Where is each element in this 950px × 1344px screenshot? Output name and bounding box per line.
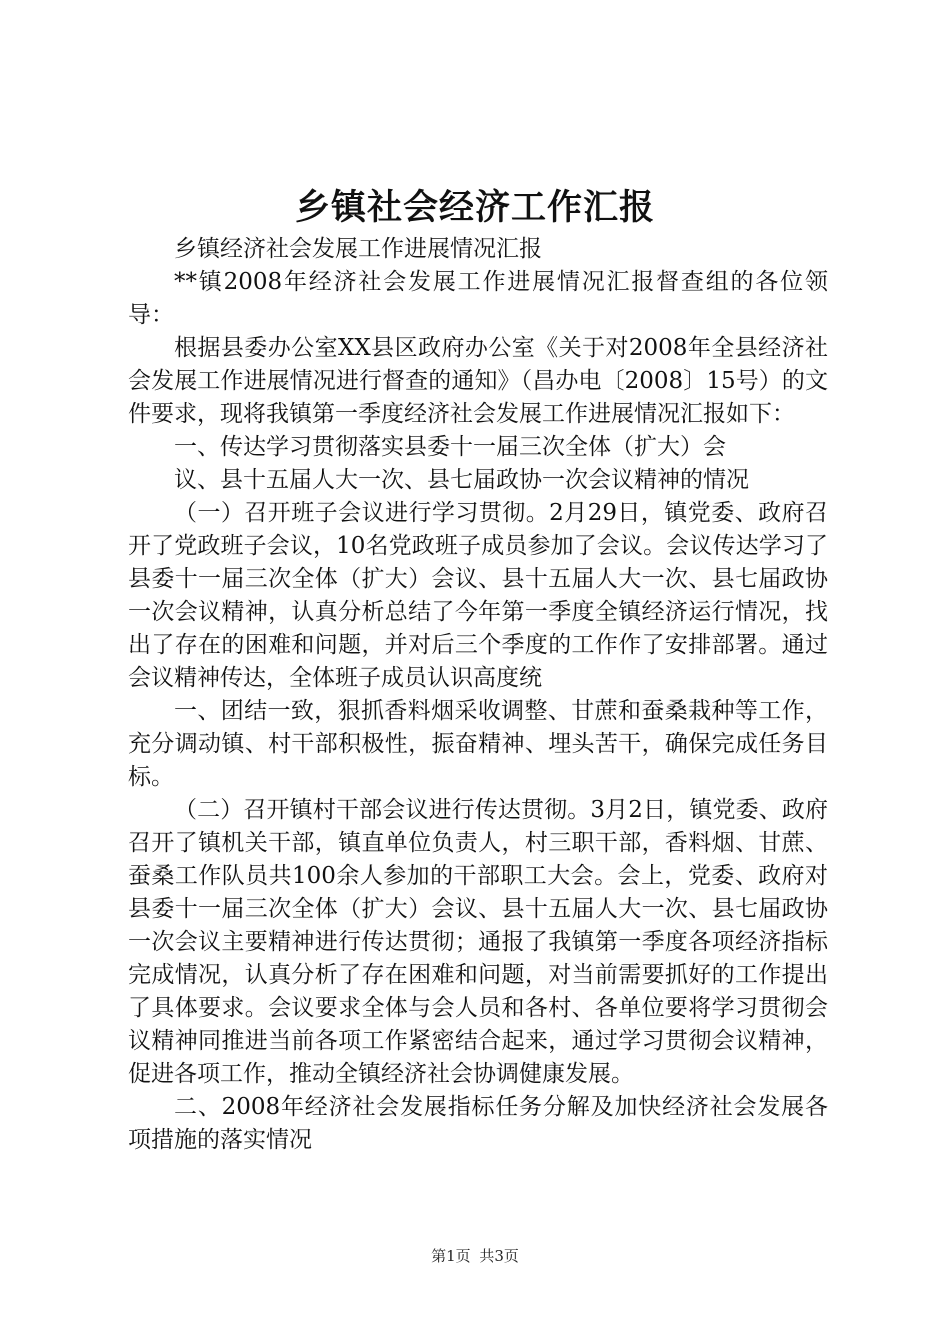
paragraph-subsection-2: （二）召开镇村干部会议进行传达贯彻。3月2日，镇党委、政府召开了镇机关干部，镇直单位负责人，村三职干部，香料烟、甘蔗、蚕桑工作队员共100余人参加的干部职工大会。会上，党委、政府对县委十一届三次全体（扩大）会议、县十五届人大一次、县七届政协一次会议主要精神进行传达贯彻；通报了我镇第一季度各项经济指标完成情况，认真分析了存在困难和问题，对当前需要抓好的工作提出了具体要求。会议要求全体与会人员和各村、各单位要将学习贯彻会议精神同推进当前各项工作紧密结合起来，通过学习贯彻会议精神，促进各项工作，推动全镇经济社会协调健康发展。 (128, 797, 828, 1087)
paragraph-subtitle: 乡镇经济社会发展工作进展情况汇报 (174, 236, 542, 262)
document-title: 乡镇社会经济工作汇报 (294, 187, 655, 228)
section-heading-2: 二、2008年经济社会发展指标任务分解及加快经济社会发展各项措施的落实情况 (128, 1094, 828, 1153)
page-footer (0, 1246, 950, 1266)
page-total: 共3页 (479, 1247, 519, 1265)
paragraph-intro: 根据县委办公室XX县区政府办公室《关于对2008年全县经济社会发展工作进展情况进行督查的通知》（昌办电〔2008〕15号）的文件要求，现将我镇第一季度经济社会发展工作进展情况汇报如下： (128, 335, 828, 427)
page-number: 第1页 (431, 1247, 471, 1265)
section-heading-1a: 一、传达学习贯彻落实县委十一届三次全体（扩大）会 (174, 434, 726, 460)
section-heading-1b: 议、县十五届人大一次、县七届政协一次会议精神的情况 (174, 467, 749, 493)
paragraph-unity: 一、团结一致，狠抓香料烟采收调整、甘蔗和蚕桑栽种等工作，充分调动镇、村干部积极性，振奋精神、埋头苦干，确保完成任务目标。 (128, 698, 828, 790)
paragraph-subsection-1: （一）召开班子会议进行学习贯彻。2月29日，镇党委、政府召开了党政班子会议，10名党政班子成员参加了会议。会议传达学习了县委十一届三次全体（扩大）会议、县十五届人大一次、县七届政协一次会议精神，认真分析总结了今年第一季度全镇经济运行情况，找出了存在的困难和问题，并对后三个季度的工作作了安排部署。通过会议精神传达，全体班子成员认识高度统 (128, 500, 828, 691)
paragraph-salutation: **镇2008年经济社会发展工作进展情况汇报督查组的各位领导： (128, 269, 828, 328)
document-body (128, 233, 828, 1157)
